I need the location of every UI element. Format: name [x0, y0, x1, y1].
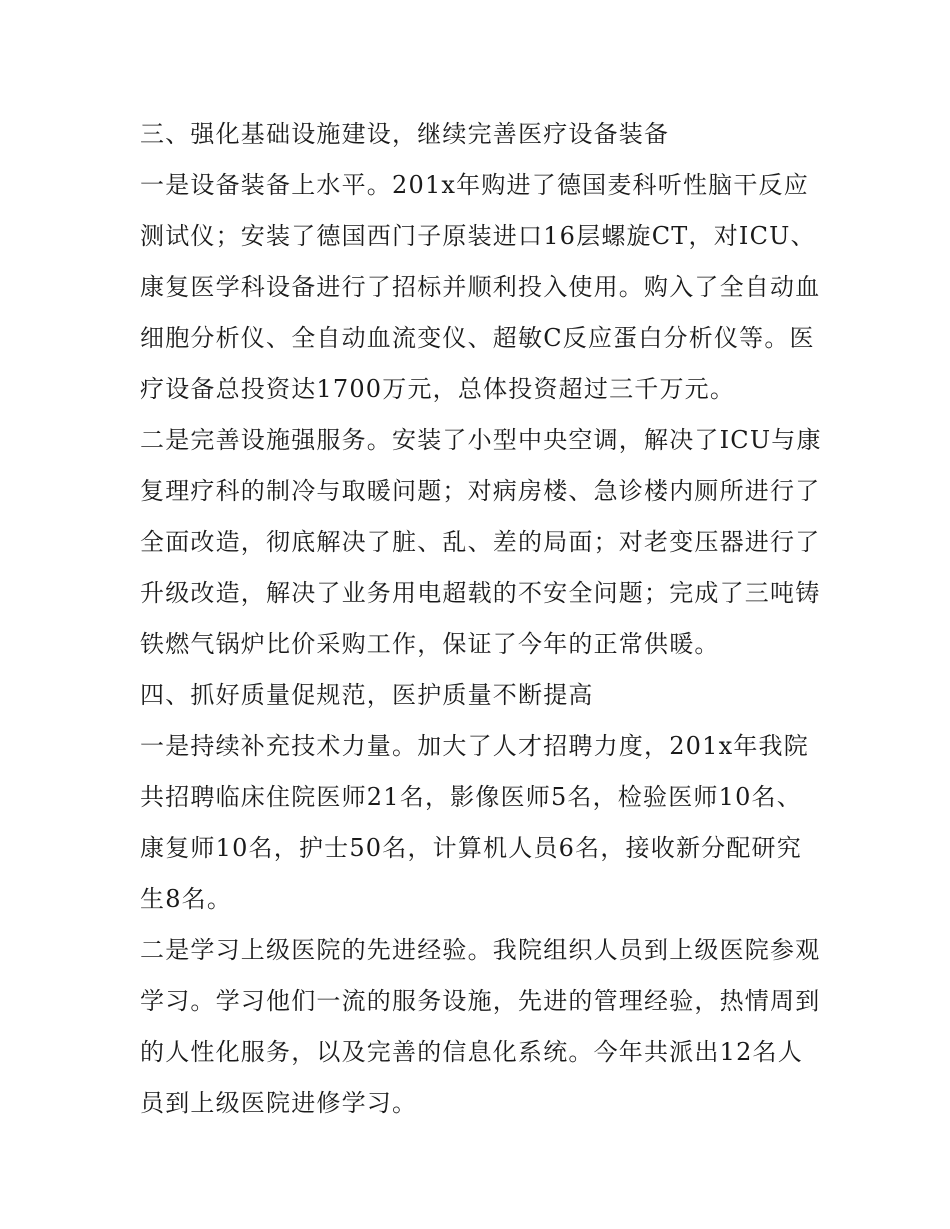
text-line: 的人性化服务，以及完善的信息化系统。今年共派出12名人	[140, 1038, 803, 1066]
paragraph-facility-service	[140, 415, 822, 670]
text-line: 测试仪；安装了德国西门子原装进口16层螺旋CT，对ICU、	[140, 222, 816, 250]
text-line: 铁燃气锅炉比价采购工作，保证了今年的正常供暖。	[140, 630, 720, 658]
paragraph-equipment-upgrade	[140, 160, 821, 415]
text-line: 疗设备总投资达1700万元，总体投资超过三千万元。	[140, 375, 736, 403]
text-line: 升级改造，解决了业务用电超载的不安全问题；完成了三吨铸	[140, 579, 821, 607]
section-heading-infrastructure: 三、强化基础设施建设，继续完善医疗设备装备	[140, 120, 670, 148]
text-line: 二是学习上级医院的先进经验。我院组织人员到上级医院参观	[140, 936, 821, 964]
text-line: 复理疗科的制冷与取暖问题；对病房楼、急诊楼内厕所进行了	[140, 477, 821, 505]
text-line: 二是完善设施强服务。安装了小型中央空调，解决了ICU与康	[140, 426, 822, 454]
text-line: 员到上级医院进修学习。	[140, 1089, 418, 1117]
text-line: 共招聘临床住院医师21名，影像医师5名，检验医师10名、	[140, 783, 802, 811]
paragraph-technical-staff	[140, 721, 812, 925]
paragraph-learning-experience	[140, 925, 821, 1129]
text-line: 一是持续补充技术力量。加大了人才招聘力度，201x年我院	[140, 732, 809, 760]
text-line: 康复医学科设备进行了招标并顺利投入使用。购入了全自动血	[140, 273, 821, 301]
section-heading-quality: 四、抓好质量促规范，医护质量不断提高	[140, 681, 594, 709]
document-body	[140, 109, 822, 1129]
text-line: 学习。学习他们一流的服务设施，先进的管理经验，热情周到	[140, 987, 821, 1015]
text-line: 细胞分析仪、全自动血流变仪、超敏C反应蛋白分析仪等。医	[140, 324, 815, 352]
text-line: 康复师10名，护士50名，计算机人员6名，接收新分配研究	[140, 834, 802, 862]
text-line: 生8名。	[140, 885, 233, 913]
text-line: 全面改造，彻底解决了脏、乱、差的局面；对老变压器进行了	[140, 528, 821, 556]
text-line: 一是设备装备上水平。201x年购进了德国麦科听性脑干反应	[140, 171, 809, 199]
